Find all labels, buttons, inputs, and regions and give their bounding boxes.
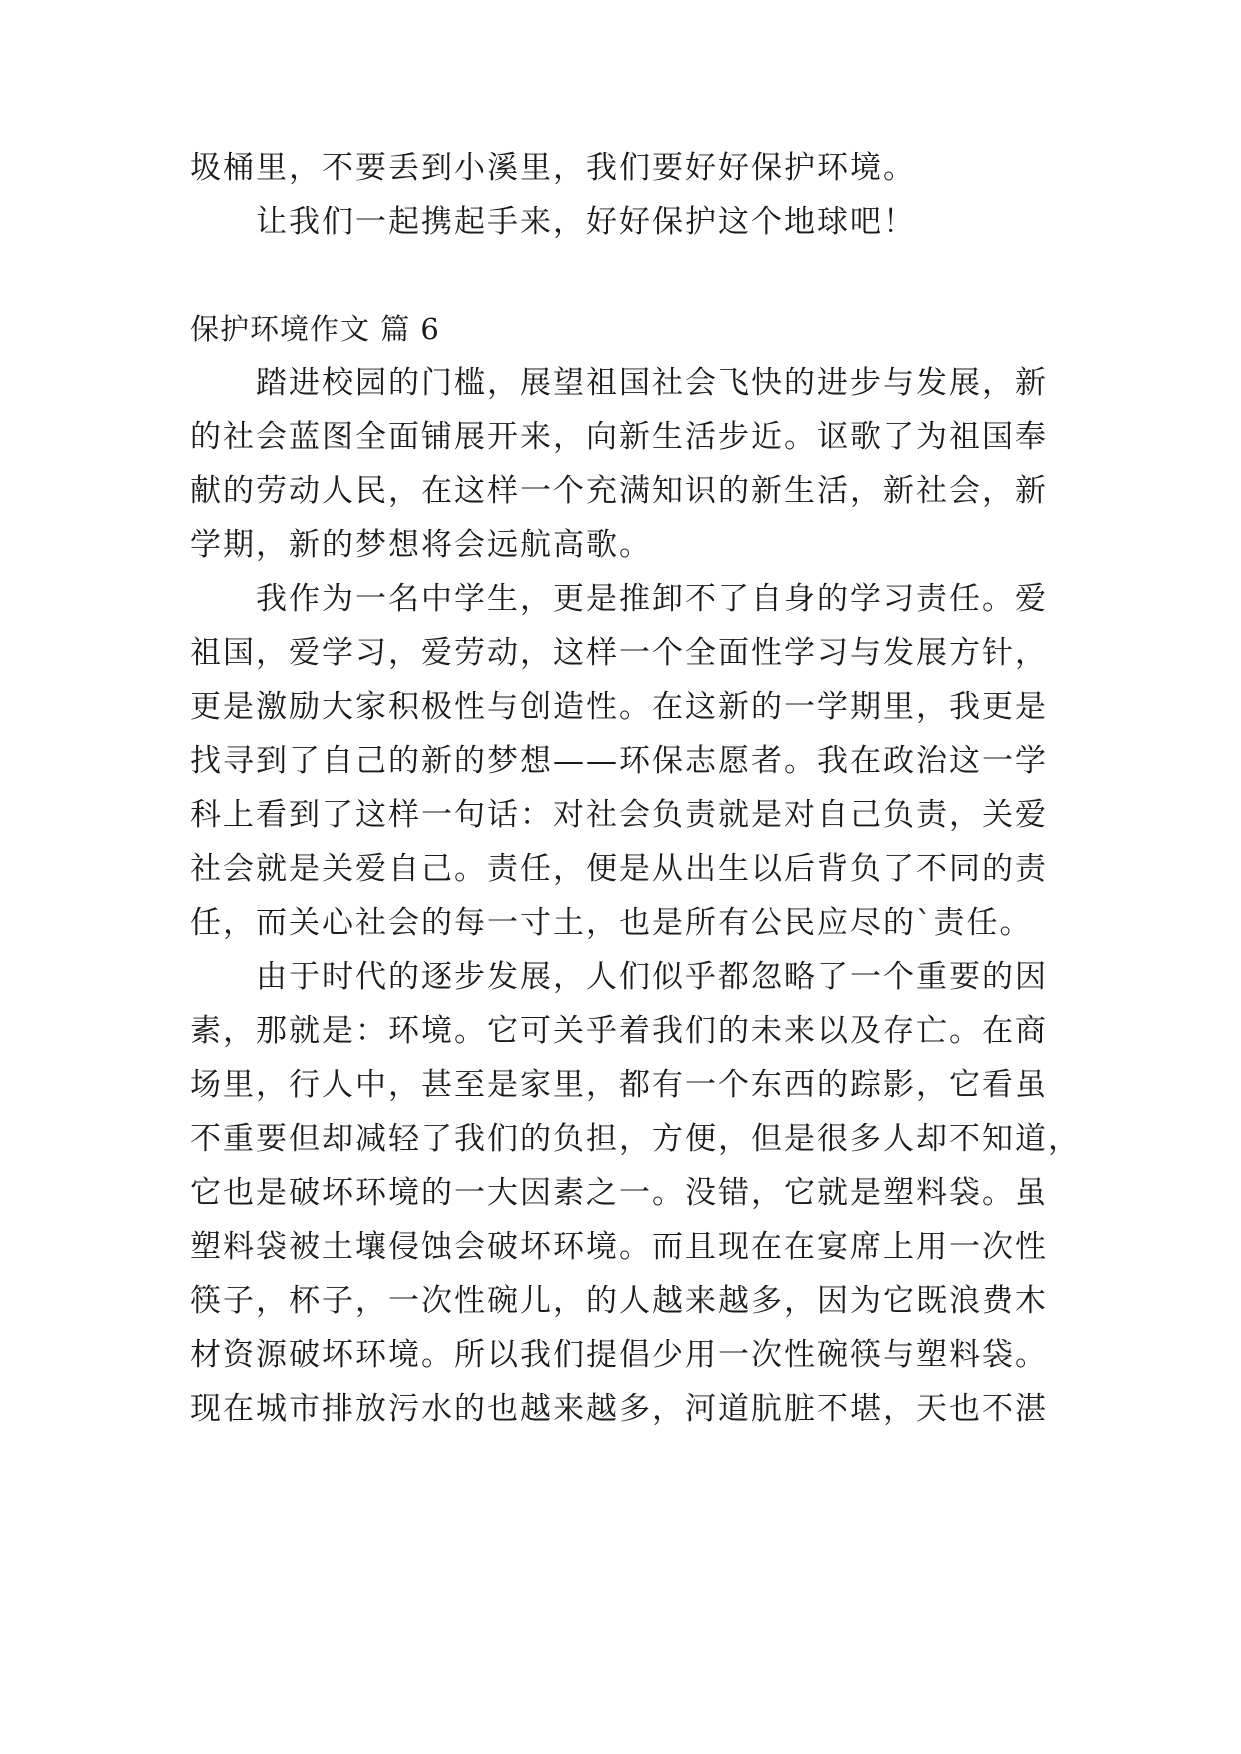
paragraph-1-line-4: 学期，新的梦想将会远航高歌。	[190, 527, 652, 563]
carry-over-line-1: 圾桶里，不要丢到小溪里，我们要好好保护环境。	[190, 150, 916, 186]
paragraph-3-line-3: 场里，行人中，甚至是家里，都有一个东西的踪影，它看虽	[190, 1067, 1048, 1103]
paragraph-2-line-6: 社会就是关爱自己。责任，便是从出生以后背负了不同的责	[190, 851, 1048, 887]
paragraph-3-line-2: 素，那就是：环境。它可关乎着我们的未来以及存亡。在商	[190, 1013, 1048, 1049]
paragraph-3-line-9: 现在城市排放污水的也越来越多，河道肮脏不堪，天也不湛	[190, 1391, 1048, 1427]
paragraph-2-line-5: 科上看到了这样一句话：对社会负责就是对自己负责，关爱	[190, 797, 1048, 833]
paragraph-2-line-2: 祖国，爱学习，爱劳动，这样一个全面性学习与发展方针，	[190, 635, 1048, 671]
section-title: 保护环境作文 篇 6	[190, 312, 440, 346]
paragraph-3-line-5: 它也是破坏环境的一大因素之一。没错，它就是塑料袋。虽	[190, 1175, 1048, 1211]
paragraph-3-line-1: 由于时代的逐步发展，人们似乎都忽略了一个重要的因	[256, 959, 1048, 995]
paragraph-3-line-8: 材资源破坏环境。所以我们提倡少用一次性碗筷与塑料袋。	[190, 1337, 1048, 1373]
paragraph-3-line-4: 不重要但却减轻了我们的负担，方便，但是很多人却不知道，	[190, 1121, 1081, 1157]
paragraph-2-line-1: 我作为一名中学生，更是推卸不了自身的学习责任。爱	[256, 581, 1048, 617]
carry-over-line-2: 让我们一起携起手来，好好保护这个地球吧！	[256, 204, 916, 240]
paragraph-3-line-6: 塑料袋被土壤侵蚀会破坏环境。而且现在在宴席上用一次性	[190, 1229, 1048, 1265]
paragraph-1-line-2: 的社会蓝图全面铺展开来，向新生活步近。讴歌了为祖国奉	[190, 419, 1048, 455]
paragraph-2-line-3: 更是激励大家积极性与创造性。在这新的一学期里，我更是	[190, 689, 1048, 725]
paragraph-2-line-4: 找寻到了自己的新的梦想——环保志愿者。我在政治这一学	[190, 743, 1048, 779]
paragraph-3-line-7: 筷子，杯子，一次性碗儿，的人越来越多，因为它既浪费木	[190, 1283, 1048, 1319]
paragraph-2-line-7: 任，而关心社会的每一寸土，也是所有公民应尽的`责任。	[190, 905, 1033, 941]
paragraph-1-line-1: 踏进校园的门槛，展望祖国社会飞快的进步与发展，新	[256, 365, 1048, 401]
paragraph-1-line-3: 献的劳动人民，在这样一个充满知识的新生活，新社会，新	[190, 473, 1048, 509]
